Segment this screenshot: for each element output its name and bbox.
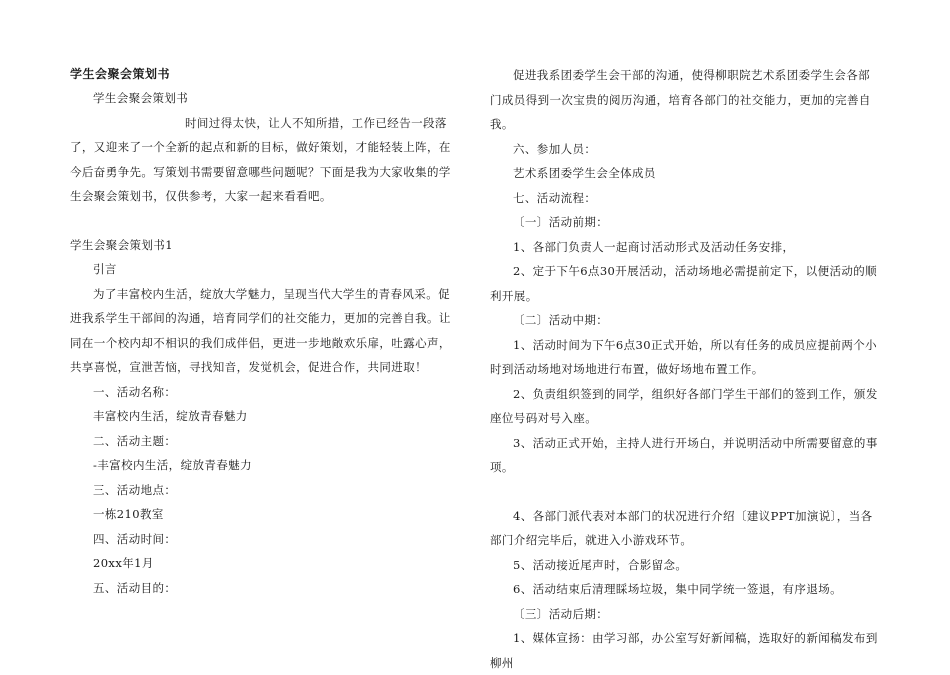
mid-stage-item: 3、活动正式开始，主持人进行开场白，并说明活动中所需要留意的事项。 [490,435,878,474]
activity-name-value: 丰富校内生活，绽放青春魅力 [93,409,248,423]
pre-stage-item: 1、各部门负责人一起商讨活动形式及活动任务安排， [513,239,795,254]
mid-stage-item: 5、活动接近尾声时，合影留念。 [513,557,688,572]
activity-name-label: 一、活动名称： [93,384,177,399]
section-title: 学生会聚会策划书1 [70,237,173,252]
participants-label: 六、参加人员： [513,141,597,156]
pre-stage-label: 〔一〕活动前期： [513,215,609,229]
preface-paragraph: 为了丰富校内生活，绽放大学魅力，呈现当代大学生的青春风采。促进我系学生干部间的沟通，培育同学们的社交能力，更加的完善自我。让同在一个校内却不相识的我们成伴侣，更进一步地敞欢乐扉，吐露心声，共享喜悦，宣泄苦恼，寻找知音，发觉机会，促进合作，共同进取！ [70,286,451,374]
document-title: 学生会聚会策划书 [70,67,171,81]
activity-place-label: 三、活动地点： [93,482,177,497]
right-column [490,63,880,675]
activity-theme-label: 二、活动主题： [93,433,177,448]
activity-place-value: 一栋210教室 [93,507,164,521]
activity-time-value: 20xx年1月 [93,556,154,570]
participants-value: 艺术系团委学生会全体成员 [513,166,656,180]
mid-stage-item: 4、各部门派代表对本部门的状况进行介绍〔建议PPT加演说〕，当各部门介绍完毕后，就进入小游戏环节。 [490,508,873,547]
activity-purpose-value: 促进我系团委学生会干部的沟通，使得柳职院艺术系团委学生会各部门成员得到一次宝贵的阅历沟通，培育各部门的社交能力，更加的完善自我。 [490,68,871,131]
activity-purpose-label: 五、活动目的： [93,580,177,595]
pre-stage-item: 2、定于下午6点30开展活动，活动场地必需提前定下，以便活动的顺利开展。 [490,264,878,303]
flow-label: 七、活动流程： [513,190,597,205]
mid-stage-item: 6、活动结束后清理睬场垃圾，集中同学统一签退，有序退场。 [513,582,843,596]
spacer [70,209,460,233]
activity-theme-value: -丰富校内生活，绽放青春魅力 [93,458,252,472]
intro-paragraph: 时间过得太快，让人不知所措，工作已经告一段落了，又迎来了一个全新的起点和新的目标，做好策划，才能轻装上阵，在今后奋勇争先。写策划书需要留意哪些问题呢？下面是我为大家收集的学生会聚会策划书，仅供参考，大家一起来看看吧。 [70,115,451,203]
left-column [70,86,460,600]
preface-label: 引言 [93,262,117,276]
activity-time-label: 四、活动时间： [93,531,177,546]
document-subtitle: 学生会聚会策划书 [93,91,189,105]
mid-stage-item: 1、活动时间为下午6点30正式开始，所以有任务的成员应提前两个小时到活动场地对场地进行布置，做好场地布置工作。 [490,337,878,376]
mid-stage-item: 2、负责组织签到的同学，组织好各部门学生干部们的签到工作，颁发座位号码对号入座。 [490,386,878,425]
post-stage-item: 1、媒体宣扬：由学习部，办公室写好新闻稿，选取好的新闻稿发布到柳州 [490,631,878,670]
post-stage-label: 〔三〕活动后期： [513,606,609,621]
spacer [490,480,880,504]
mid-stage-label: 〔二〕活动中期： [513,313,609,327]
